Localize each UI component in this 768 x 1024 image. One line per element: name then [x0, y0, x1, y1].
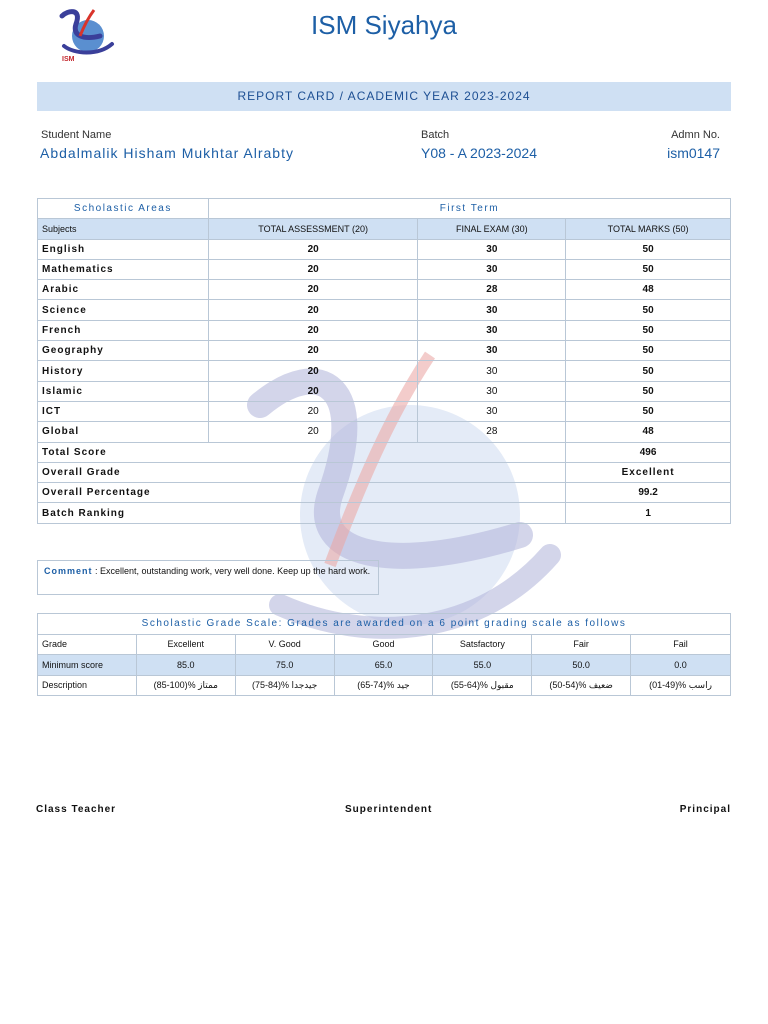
principal-signature: Principal: [679, 804, 731, 815]
total-mark: 50: [566, 361, 731, 381]
exam-mark: 30: [418, 341, 566, 361]
assessment-column-header: TOTAL ASSESSMENT (20): [208, 219, 418, 239]
grade-cell: Excellent: [136, 634, 235, 655]
min-score-cell: 55.0: [433, 655, 532, 676]
table-row: [38, 280, 731, 300]
description-row: [38, 675, 731, 696]
grade-cell: Fair: [532, 634, 631, 655]
summary-row: [38, 442, 731, 462]
marks-table: [37, 198, 731, 524]
subject-name: French: [38, 320, 209, 340]
first-term-header: First Term: [208, 199, 730, 219]
exam-mark: 30: [418, 381, 566, 401]
table-row: [38, 259, 731, 279]
grade-row: [38, 634, 731, 655]
description-cell: (85-100)% ممتاز: [136, 675, 235, 696]
min-score-cell: 50.0: [532, 655, 631, 676]
exam-mark: 30: [418, 361, 566, 381]
exam-mark: 30: [418, 401, 566, 421]
min-score-cell: 75.0: [235, 655, 334, 676]
assessment-mark: 20: [208, 239, 418, 259]
school-title: ISM Siyahya: [311, 10, 457, 40]
description-cell: (01-49)% راسب: [631, 675, 731, 696]
min-score-cell: 0.0: [631, 655, 731, 676]
scholastic-areas-header: Scholastic Areas: [38, 199, 209, 219]
summary-value: 496: [566, 442, 731, 462]
description-label: Description: [38, 675, 137, 696]
subjects-column-header: Subjects: [38, 219, 209, 239]
admn-label: Admn No.: [671, 129, 720, 141]
exam-column-header: FINAL EXAM (30): [418, 219, 566, 239]
subject-name: Islamic: [38, 381, 209, 401]
total-mark: 48: [566, 422, 731, 442]
exam-mark: 28: [418, 422, 566, 442]
total-mark: 50: [566, 300, 731, 320]
total-mark: 50: [566, 341, 731, 361]
summary-label: Total Score: [38, 442, 566, 462]
subject-name: English: [38, 239, 209, 259]
assessment-mark: 20: [208, 280, 418, 300]
min-score-cell: 65.0: [334, 655, 433, 676]
exam-mark: 30: [418, 259, 566, 279]
comment-box: [37, 560, 379, 595]
exam-mark: 30: [418, 300, 566, 320]
assessment-mark: 20: [208, 381, 418, 401]
table-row: [38, 341, 731, 361]
assessment-mark: 20: [208, 361, 418, 381]
subject-name: ICT: [38, 401, 209, 421]
table-row: [38, 320, 731, 340]
summary-value: 1: [566, 503, 731, 523]
assessment-mark: 20: [208, 259, 418, 279]
grade-cell: Satsfactory: [433, 634, 532, 655]
description-cell: (55-64)% مقبول: [433, 675, 532, 696]
exam-mark: 30: [418, 239, 566, 259]
summary-label: Overall Grade: [38, 462, 566, 482]
assessment-mark: 20: [208, 422, 418, 442]
table-row: [38, 300, 731, 320]
summary-value: Excellent: [566, 462, 731, 482]
grade-cell: V. Good: [235, 634, 334, 655]
summary-row: [38, 483, 731, 503]
summary-label: Batch Ranking: [38, 503, 566, 523]
total-mark: 50: [566, 239, 731, 259]
batch-value: Y08 - A 2023-2024: [421, 145, 537, 161]
assessment-mark: 20: [208, 401, 418, 421]
summary-value: 99.2: [566, 483, 731, 503]
subject-name: History: [38, 361, 209, 381]
total-mark: 50: [566, 259, 731, 279]
summary-label: Overall Percentage: [38, 483, 566, 503]
superintendent-signature: Superintendent: [345, 804, 433, 815]
grade-scale-caption: Scholastic Grade Scale: Grades are awarded on a 6 point grading scale as follows: [38, 614, 731, 635]
assessment-mark: 20: [208, 300, 418, 320]
svg-text:ISM: ISM: [62, 56, 75, 63]
min-score-label: Minimum score: [38, 655, 137, 676]
table-row: [38, 361, 731, 381]
grade-cell: Fail: [631, 634, 731, 655]
grade-cell: Good: [334, 634, 433, 655]
table-row: [38, 401, 731, 421]
batch-label: Batch: [421, 129, 450, 141]
assessment-mark: 20: [208, 341, 418, 361]
table-row: [38, 381, 731, 401]
summary-row: [38, 462, 731, 482]
subject-name: Global: [38, 422, 209, 442]
total-mark: 48: [566, 280, 731, 300]
subject-name: Science: [38, 300, 209, 320]
class-teacher-signature: Class Teacher: [36, 804, 117, 815]
assessment-mark: 20: [208, 320, 418, 340]
comment-separator: :: [92, 566, 101, 576]
subject-name: Mathematics: [38, 259, 209, 279]
comment-label: Comment: [44, 566, 93, 576]
subject-name: Geography: [38, 341, 209, 361]
description-cell: (50-54)% ضعيف: [532, 675, 631, 696]
comment-text: Excellent, outstanding work, very well done. Keep up the hard work.: [100, 566, 371, 576]
summary-row: [38, 503, 731, 523]
exam-mark: 28: [418, 280, 566, 300]
total-mark: 50: [566, 381, 731, 401]
total-mark: 50: [566, 401, 731, 421]
min-score-cell: 85.0: [136, 655, 235, 676]
description-cell: (65-74)% جيد: [334, 675, 433, 696]
subject-name: Arabic: [38, 280, 209, 300]
table-row: [38, 239, 731, 259]
min-score-row: [38, 655, 731, 676]
description-cell: (75-84)% جيدجدا: [235, 675, 334, 696]
table-row: [38, 422, 731, 442]
admn-value: ism0147: [667, 145, 720, 161]
total-mark: 50: [566, 320, 731, 340]
exam-mark: 30: [418, 320, 566, 340]
total-column-header: TOTAL MARKS (50): [566, 219, 731, 239]
report-banner: REPORT CARD / ACADEMIC YEAR 2023-2024: [37, 82, 731, 111]
student-name-label: Student Name: [41, 129, 112, 141]
student-name: Abdalmalik Hisham Mukhtar Alrabty: [40, 145, 294, 161]
grade-scale-table: [37, 613, 731, 696]
grade-row-label: Grade: [38, 634, 137, 655]
